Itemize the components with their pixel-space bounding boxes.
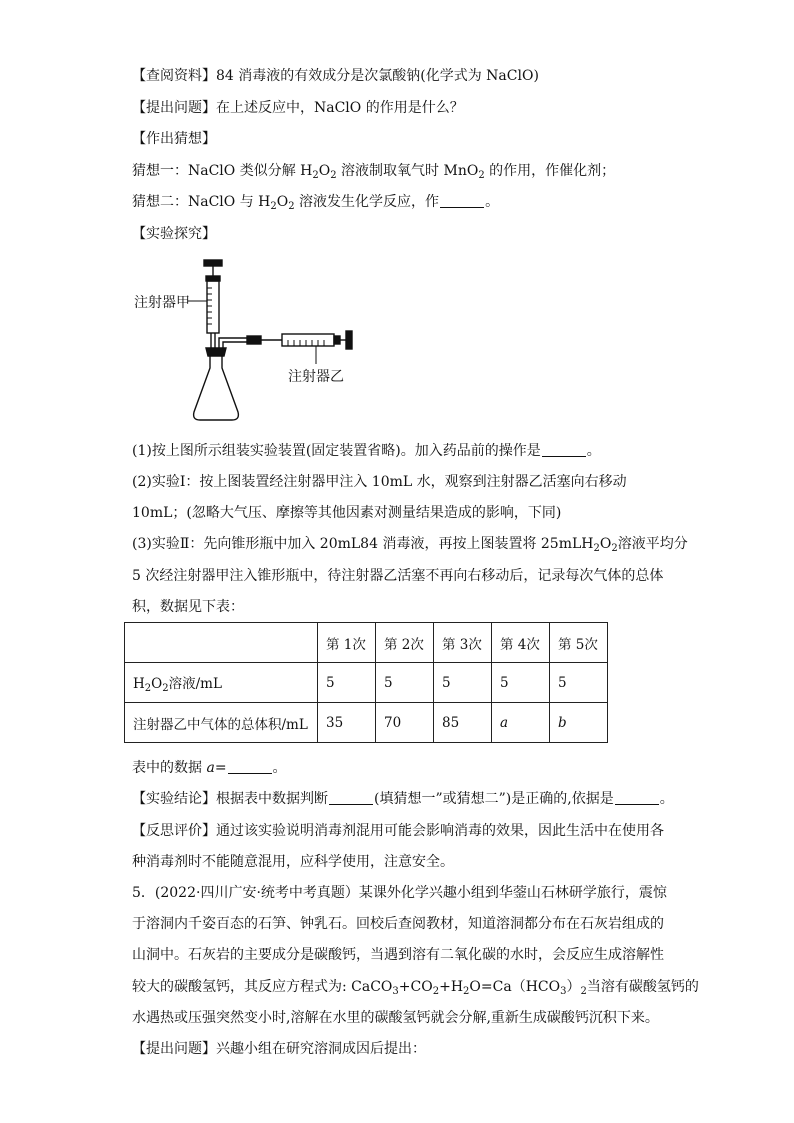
line-q1: (1)按上图所示组装实验装置(固定装置省略)。加入药品前的操作是 。 [132,443,601,459]
syringe-yi-barrel [282,334,334,346]
line-q2a: (2)实验Ⅰ：按上图装置经注射器甲注入 10mL 水，观察到注射器乙活塞向右移动 [132,474,627,490]
table-cell: 第 2次 [376,623,434,663]
label-syringe-yi: 注射器乙 [288,369,344,385]
line-p5d: 较大的碳酸氢钙，其反应方程式为: $CaCO_3+CO_2+H_2O=Ca(HCO_3)_2$当溶有碳酸氢钙的 [132,979,699,997]
table-row-label: 注射器乙中气体的总体积/mL [125,703,318,743]
table-cell: a [492,703,550,743]
line-p5c: 山洞中。石灰岩的主要成分是碳酸钙，当遇到溶有二氧化碳的水时，会反应生成溶解性 [132,947,664,963]
table-cell: 70 [376,703,434,743]
answer-blank[interactable] [542,442,586,457]
table-cell: 85 [434,703,492,743]
table-cell: 35 [318,703,376,743]
line-evaluation-2: 种消毒剂时不能随意混用，应科学使用，注意安全。 [132,854,454,870]
line-experiment-head: 【实验探究】 [132,226,216,242]
table-cell: 5 [492,663,550,703]
line-conclusion: 【实验结论】根据表中数据判断 (填猜想一”或猜想二”)是正确的,依据是 。 [132,791,674,807]
line-reference: 【查阅资料】84 消毒液的有效成分是次氯酸钠(化学式为 NaClO) [132,68,539,84]
line-q3b: 5 次经注射器甲注入锥形瓶中，待注射器乙活塞不再向右移动后，记录每次气体的总体 [132,568,664,584]
table-cell: 第 1次 [318,623,376,663]
apparatus-drawing [130,252,370,432]
apparatus-figure [130,252,370,432]
line-hypothesis-1: 猜想一：NaClO 类似分解 $H_2O_2$ 溶液制取氧气时 MnO$_2$ 的作用，作催化剂； [132,163,616,181]
answer-blank[interactable] [228,759,272,774]
table-cell: 5 [550,663,608,703]
line-p5f: 【提出问题】兴趣小组在研究溶洞成因后提出： [132,1041,426,1057]
line-question: 【提出问题】在上述反应中，NaClO 的作用是什么？ [132,100,464,116]
syringe-jia-barrel [207,281,219,333]
table-cell: 5 [434,663,492,703]
line-q3c: 积，数据见下表： [132,599,244,615]
table-cell: 第 3次 [434,623,492,663]
line-p5e: 水遇热或压强突然变小时,溶解在水里的碳酸氢钙就会分解,重新生成碳酸钙沉积下来。 [132,1010,659,1026]
conical-flask [194,356,239,420]
line-q2b: 10mL；(忽略大气压、摩擦等其他因素对测量结果造成的影响，下同) [132,505,562,521]
syringe-yi-handle [346,331,352,349]
syringe-jia-cap [204,260,222,266]
table-cell: 5 [318,663,376,703]
table-cell [125,623,318,663]
line-p5a: 5．(2022·四川广安·统考中考真题）某课外化学兴趣小组到华蓥山石林研学旅行，震惊 [132,885,667,901]
answer-blank[interactable] [615,790,659,805]
label-syringe-jia: 注射器甲 [134,295,190,311]
line-p5b: 于溶洞内千姿百态的石笋、钟乳石。回校后查阅教材，知道溶洞都分布在石灰岩组成的 [132,916,664,932]
answer-blank[interactable] [440,193,484,208]
table-row-label: $H_2O_2$溶液/mL [125,663,318,703]
table-header-row [125,623,608,663]
line-evaluation-1: 【反思评价】通过该实验说明消毒剂混用可能会影响消毒的效果，因此生活中在使用各 [132,823,664,839]
table-row [125,703,608,743]
line-hypothesis-2: 猜想二：NaClO 与 $H_2O_2$ 溶液发生化学反应，作 。 [132,194,500,212]
table-cell: 第 5次 [550,623,608,663]
table-row [125,663,608,703]
table-cell: b [550,703,608,743]
table-cell: 5 [376,663,434,703]
line-q3a: (3)实验Ⅱ：先向锥形瓶中加入 20mL84 消毒液，再按上图装置将 $25mLH_2O_2$溶液平均分 [132,536,688,554]
line-table-answer: 表中的数据 a= 。 [132,760,287,776]
answer-blank[interactable] [329,790,373,805]
data-table [124,622,608,743]
table-cell: 第 4次 [492,623,550,663]
line-hypothesis-head: 【作出猜想】 [132,131,216,147]
